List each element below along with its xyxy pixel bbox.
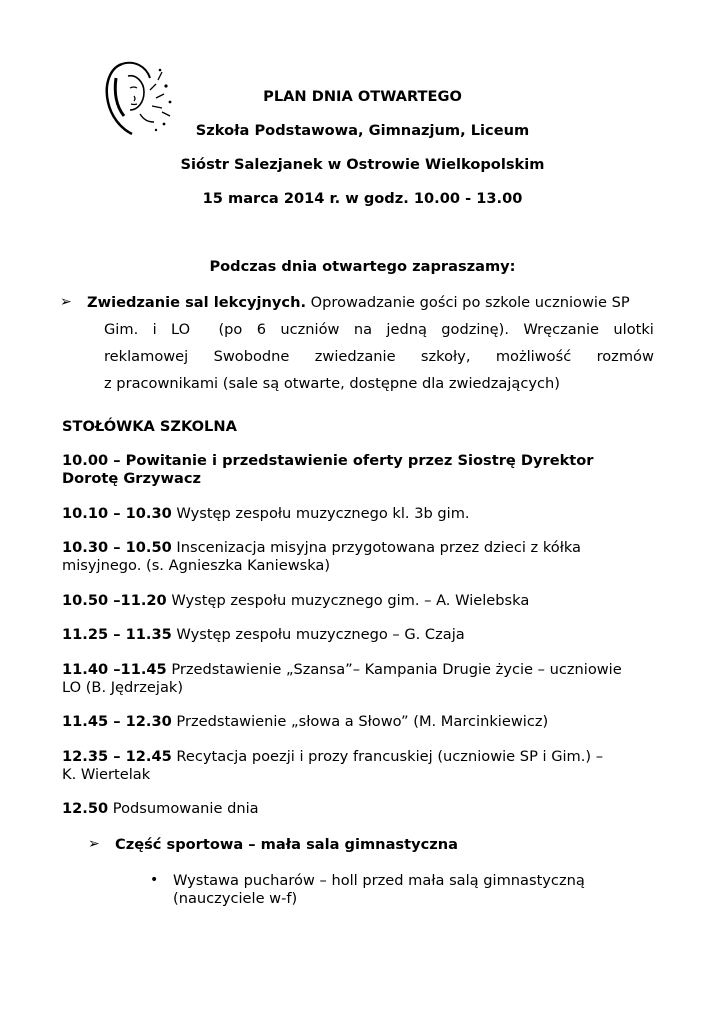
- sport-section-title: Część sportowa – mała sala gimnastyczna: [115, 836, 458, 853]
- word: uczniów: [280, 321, 340, 338]
- word: LO: [171, 321, 191, 338]
- sport-item-line2: (nauczyciele w-f): [173, 890, 298, 907]
- page-title: PLAN DNIA OTWARTEGO: [263, 88, 462, 105]
- arrow-bullet-icon: ➢: [60, 294, 72, 310]
- word: i: [152, 321, 157, 338]
- item-text: Występ zespołu muzycznego gim. – A. Wielebska: [166, 592, 530, 609]
- word: zwiedzanie: [314, 348, 396, 365]
- item-time: 10.30 – 10.50: [62, 539, 172, 556]
- word: 6: [256, 321, 267, 338]
- item-text: Inscenizacja misyjna przygotowana przez dzieci z kółka: [171, 539, 581, 556]
- tour-line2: [104, 321, 654, 338]
- school-name-line1: Szkoła Podstawowa, Gimnazjum, Liceum: [195, 122, 530, 139]
- item-text: Przedstawienie „słowa a Słowo” (M. Marcinkiewicz): [171, 713, 549, 730]
- sport-item-line1: Wystawa pucharów – holl przed mała salą gimnastyczną: [173, 872, 585, 889]
- tour-line3: [104, 348, 654, 365]
- item-text: Recytacja poezji i prozy francuskiej (uczniowie SP i Gim.) –: [171, 748, 604, 765]
- arrow-bullet-icon: ➢: [88, 836, 100, 852]
- item-text: Podsumowanie dnia: [108, 800, 259, 817]
- welcome-line2: Dorotę Grzywacz: [62, 470, 201, 487]
- schedule-item: [62, 592, 662, 609]
- item-text: Występ zespołu muzycznego – G. Czaja: [171, 626, 465, 643]
- word: możliwość: [495, 348, 572, 365]
- schedule-item: [62, 748, 662, 765]
- word: rozmów: [596, 348, 654, 365]
- schedule-item: [62, 505, 662, 522]
- word: jedną: [386, 321, 427, 338]
- word: godzinę).: [441, 321, 509, 338]
- welcome-line1: 10.00 – Powitanie i przedstawienie oferty przez Siostrę Dyrektor: [62, 452, 594, 469]
- item-time: 11.40 –11.45: [62, 661, 167, 678]
- word: szkoły,: [420, 348, 471, 365]
- schedule-item: [62, 626, 662, 643]
- tour-text: Oprowadzanie gości po szkole uczniowie SP: [306, 294, 630, 311]
- schedule-item: [62, 539, 662, 556]
- intro-heading: Podczas dnia otwartego zapraszamy:: [209, 258, 516, 275]
- schedule-item: [62, 713, 662, 730]
- word: na: [353, 321, 373, 338]
- word: Swobodne: [213, 348, 290, 365]
- item-text: Występ zespołu muzycznego kl. 3b gim.: [171, 505, 470, 522]
- event-date: 15 marca 2014 r. w godz. 10.00 - 13.00: [202, 190, 523, 207]
- word: reklamowej: [104, 348, 189, 365]
- tour-title: Zwiedzanie sal lekcyjnych.: [87, 294, 306, 311]
- item-time: 12.50: [62, 800, 109, 817]
- item-time: 11.45 – 12.30: [62, 713, 172, 730]
- dot-bullet-icon: •: [150, 872, 159, 888]
- item-time: 12.35 – 12.45: [62, 748, 172, 765]
- schedule-item: [62, 661, 662, 678]
- tour-line4: z pracownikami (sale są otwarte, dostępne dla zwiedzających): [104, 375, 560, 392]
- word: (po: [218, 321, 243, 338]
- item-time: 11.25 – 11.35: [62, 626, 172, 643]
- item-time: 10.50 –11.20: [62, 592, 167, 609]
- schedule-item-cont: LO (B. Jędrzejak): [62, 679, 184, 696]
- schedule-item-cont: misyjnego. (s. Agnieszka Kaniewska): [62, 557, 331, 574]
- word: Gim.: [104, 321, 139, 338]
- item-text: Przedstawienie „Szansa”– Kampania Drugie życie – uczniowie: [166, 661, 622, 678]
- tour-line1: [87, 294, 687, 311]
- word: ulotki: [613, 321, 654, 338]
- school-name-line2: Sióstr Salezjanek w Ostrowie Wielkopolskim: [180, 156, 545, 173]
- schedule-item: [62, 800, 662, 817]
- item-time: 10.10 – 10.30: [62, 505, 172, 522]
- schedule-item-cont: K. Wiertelak: [62, 766, 151, 783]
- word: Wręczanie: [523, 321, 600, 338]
- section-title: STOŁÓWKA SZKOLNA: [62, 418, 237, 435]
